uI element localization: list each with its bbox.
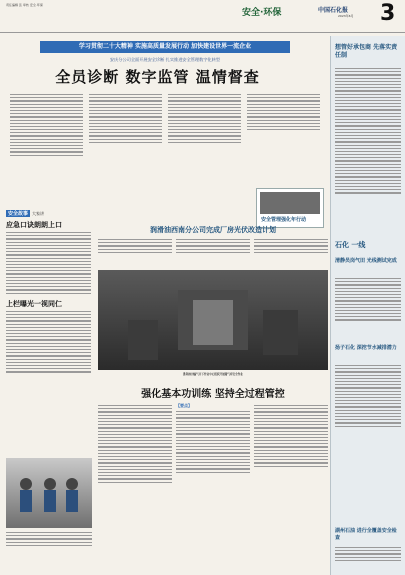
- story-subtitle: 上栏曝光一视同仁: [6, 299, 62, 308]
- paper-meta: 责任编辑 张 审核 安全·环保: [6, 3, 43, 7]
- story-title: 应急口诀朗朗上口: [6, 221, 62, 229]
- section-title: 安全·环保: [242, 8, 282, 18]
- lead-headline: 全员诊断 数字监管 温情督查: [55, 68, 260, 86]
- side-photo-box: [256, 188, 324, 228]
- page-number: 3: [380, 1, 396, 26]
- lower-photo: [6, 458, 92, 528]
- sidebar-text-3: [335, 363, 401, 429]
- lead-kicker: 安庆分公司全面开展安全诊断 扎实推进安全管理数字化转型: [109, 57, 221, 62]
- main-headline: 强化基本功训练 坚持全过程管控: [141, 389, 285, 400]
- story-tag-suffix: 大家讲: [32, 210, 45, 216]
- sidebar-text-1: [335, 66, 401, 196]
- lead-article-body: [10, 92, 320, 202]
- sidebar-text-4: [335, 545, 401, 563]
- sidebar-title: 想管好承包商 先落实责任制: [335, 44, 398, 59]
- main-photo-caption: 胜利油田输气井下作业中心组织开展储气库安全作业: [183, 373, 243, 376]
- lower-photo-caption-lines: [6, 530, 92, 548]
- sidebar-brand: 石化 一线: [335, 241, 366, 249]
- key-points-heading: 【要点】: [176, 403, 192, 408]
- feature-text: [98, 237, 328, 255]
- sidebar-item-1: 清静员岗气田 光线测试完成: [335, 258, 397, 264]
- sidebar-text-2: [335, 276, 401, 323]
- sidebar-item-3: 湖州石油 进行全覆盖安全检查: [335, 528, 397, 541]
- main-photo: [98, 270, 328, 370]
- side-photo-title: 安全管理强化年行动: [261, 217, 307, 223]
- newspaper-logo: 中国石化报: [318, 7, 349, 14]
- side-photo: [260, 192, 320, 214]
- campaign-banner: 学习贯彻二十大精神 实施高质量发展行动 加快建设世界一流企业: [40, 41, 290, 53]
- main-text: [98, 403, 328, 485]
- left-column: [6, 210, 91, 375]
- issue-date: 2023年6月: [338, 14, 354, 18]
- sidebar-item-2: 扬子石化 深挖节水减排潜力: [335, 345, 397, 351]
- feature-title: 润滑油西南分公司完成厂房光伏改造计划: [150, 226, 276, 234]
- story-tag: 安全故事: [8, 211, 29, 217]
